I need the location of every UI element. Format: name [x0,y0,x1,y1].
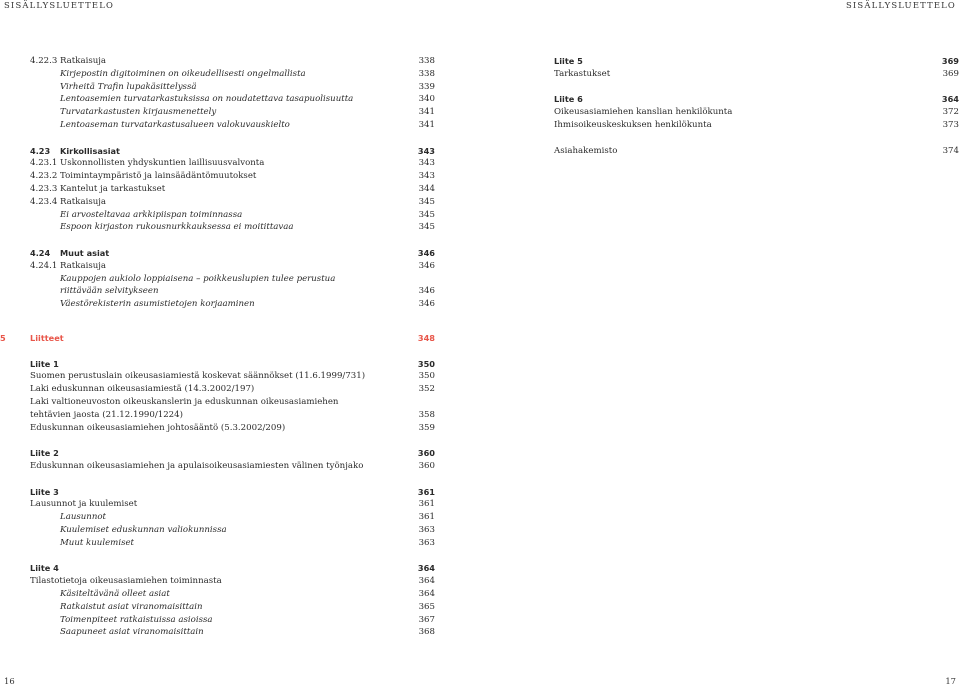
entry-page: 374 [942,145,959,156]
toc-entry[interactable] [30,370,435,383]
entry-number: 4.23.4 [30,196,58,207]
toc-entry[interactable] [30,524,435,537]
entry-page: 345 [418,222,435,233]
toc-entry[interactable] [30,196,435,209]
chapter-title: Liitteet [30,333,64,343]
running-header-left: SISÄLLYSLUETTELO [4,0,115,10]
toc-entry[interactable] [30,260,435,273]
spacer [30,550,435,563]
entry-page: 346 [417,247,435,258]
entry-page: 350 [418,371,435,382]
entry-page: 364 [417,563,435,574]
entry-page: 344 [418,183,435,194]
chapter-number: 5 [0,333,6,343]
entry-title: Ratkaisuja [60,196,107,207]
toc-entry[interactable] [30,106,435,119]
entry-page: 364 [941,94,959,105]
toc-entry[interactable] [30,273,435,286]
entry-title: Liite 6 [554,94,583,105]
toc-entry[interactable] [30,358,435,371]
toc-entry[interactable] [30,81,435,94]
spacer [30,473,435,486]
entry-title: Asiahakemisto [554,145,618,156]
toc-entry[interactable] [30,157,435,170]
toc-entry[interactable] [30,396,435,409]
entry-title: Lentoasemien turvatarkastuksissa on noudatettava tasapuolisuutta [60,94,354,105]
toc-entry[interactable] [30,537,435,550]
entry-title: Väestörekisterin asumistietojen korjaaminen [60,299,255,310]
entry-page: 345 [418,196,435,207]
toc-entry[interactable] [30,409,435,422]
spacer [554,81,959,94]
entry-title: Turvatarkastusten kirjausmenettely [60,107,217,118]
toc-entry[interactable] [30,422,435,435]
entry-title: Toimintaympäristö ja lainsäädäntömuutokset [60,171,257,182]
toc-left-column [30,55,435,311]
toc-entry[interactable] [30,460,435,473]
entry-title: Käsiteltävänä olleet asiat [60,588,170,599]
entry-page: 338 [418,56,435,66]
entry-title: Tilastotietoja oikeusasiamiehen toiminnasta [30,576,222,587]
toc-entry[interactable] [30,55,435,68]
entry-title: Ihmisoikeuskeskuksen henkilökunta [554,119,712,130]
entry-number: 4.22.3 [30,56,58,66]
entry-title: Laki eduskunnan oikeusasiamiestä (14.3.2002/197) [30,384,255,395]
entry-page: 365 [418,601,435,612]
entry-page: 339 [418,81,435,92]
spacer [30,434,435,447]
entry-page: 363 [418,537,435,548]
entry-number: 4.23.2 [30,171,58,182]
entry-title: Liite 5 [554,56,583,66]
entry-page: 361 [418,512,435,523]
entry-title: Espoon kirjaston rukousnurkkauksessa ei moitittavaa [60,222,294,233]
entry-title: Kuulemiset eduskunnan valiokunnissa [60,524,227,535]
entry-title: Oikeusasiamiehen kanslian henkilökunta [554,107,733,118]
entry-title: Liite 3 [30,486,59,497]
entry-page: 343 [418,171,435,182]
entry-title: Eduskunnan oikeusasiamiehen johtosääntö (5.3.2002/209) [30,422,286,433]
entry-title: riittävään selvitykseen [60,286,159,297]
chapter-5-heading[interactable] [0,332,435,345]
entry-title: Muut asiat [60,247,110,258]
toc-entry[interactable] [30,498,435,511]
entry-title: Kantelut ja tarkastukset [60,183,166,194]
entry-number: 4.23 [30,145,51,156]
entry-page: 369 [942,68,959,79]
chapter-5-block [0,332,435,639]
entry-page: 364 [418,576,435,587]
entry-page: 373 [942,119,959,130]
entry-title: Kirkollisasiat [60,145,120,156]
entry-page: 346 [418,260,435,271]
entry-title: Liite 2 [30,448,59,459]
toc-entry[interactable] [30,145,435,158]
entry-page: 341 [418,107,435,118]
entry-number: 4.23.1 [30,158,58,169]
entry-page: 341 [418,119,435,130]
toc-entry[interactable] [30,447,435,460]
spacer [30,234,435,247]
entry-title: Liite 4 [30,563,59,574]
entry-title: tehtävien jaosta (21.12.1990/1224) [30,409,183,420]
spacer [30,132,435,145]
entry-page: 343 [418,158,435,169]
entry-title: Uskonnollisten yhdyskuntien laillisuusvalvonta [60,158,265,169]
toc-entry[interactable] [30,93,435,106]
entry-page: 363 [418,524,435,535]
toc-entry[interactable] [30,588,435,601]
entry-page: 358 [418,409,435,420]
toc-entry[interactable] [30,486,435,499]
entry-page: 345 [418,209,435,220]
toc-entry[interactable] [30,575,435,588]
entry-page: 361 [418,499,435,510]
toc-entry[interactable] [554,119,959,132]
toc-entry[interactable] [554,106,959,119]
toc-entry[interactable] [30,170,435,183]
spacer [554,132,959,145]
entry-title: Kauppojen aukiolo loppiaisena – poikkeuslupien tulee perustua [60,273,336,284]
toc-entry[interactable] [30,383,435,396]
toc-entry[interactable] [30,247,435,260]
entry-title: Toimenpiteet ratkaistuissa asioissa [60,614,213,625]
entry-title: Ratkaistut asiat viranomaisittain [60,601,203,612]
entry-page: 346 [418,286,435,297]
entry-title: Ei arvosteltavaa arkkipiispan toiminnassa [60,209,243,220]
chapter-page: 348 [417,333,435,343]
toc-entry[interactable] [554,68,959,81]
toc-entry[interactable] [554,55,959,68]
entry-title: Tarkastukset [554,68,611,79]
entry-title: Ratkaisuja [60,260,107,271]
entry-page: 350 [417,358,435,369]
toc-entry[interactable] [30,285,435,298]
toc-entry[interactable] [30,221,435,234]
entry-page: 359 [418,422,435,433]
toc-entry[interactable] [30,626,435,639]
entry-page: 361 [417,486,435,497]
entry-title: Eduskunnan oikeusasiamiehen ja apulaisoikeusasiamiesten välinen työnjako [30,460,364,471]
entry-page: 360 [418,460,435,471]
toc-right-column [554,55,959,157]
spacer [30,345,435,358]
entry-page: 340 [418,94,435,105]
entry-number: 4.23.3 [30,183,58,194]
toc-entry[interactable] [30,562,435,575]
running-header-right: SISÄLLYSLUETTELO [845,0,956,10]
entry-page: 369 [941,56,959,66]
toc-entry[interactable] [554,93,959,106]
appendix-list [0,345,435,639]
page-number-right: 17 [945,676,956,686]
entry-number: 4.24 [30,247,51,258]
toc-entry[interactable] [30,119,435,132]
entry-title: Liite 1 [30,358,59,369]
toc-entry[interactable] [30,209,435,222]
entry-title: Lausunnot ja kuulemiset [30,499,138,510]
entry-page: 346 [418,299,435,310]
entry-page: 364 [418,588,435,599]
entry-title: Suomen perustuslain oikeusasiamiestä koskevat säännökset (11.6.1999/731) [30,371,366,382]
toc-entry[interactable] [30,298,435,311]
entry-title: Lentoaseman turvatarkastusalueen valokuvauskielto [60,119,290,130]
entry-page: 372 [942,107,959,118]
entry-page: 338 [418,68,435,79]
entry-title: Virheitä Trafin lupakäsittelyssä [60,81,197,92]
entry-page: 368 [418,627,435,638]
entry-number: 4.24.1 [30,260,58,271]
entry-title: Kirjepostin digitoiminen on oikeudellisesti ongelmallista [60,68,306,79]
entry-title: Laki valtioneuvoston oikeuskanslerin ja eduskunnan oikeusasiamiehen [30,396,339,407]
entry-page: 343 [417,145,435,156]
toc-entry[interactable] [30,183,435,196]
entry-page: 367 [418,614,435,625]
toc-entry[interactable] [30,511,435,524]
page-number-left: 16 [4,676,15,686]
toc-entry[interactable] [554,145,959,158]
entry-title: Lausunnot [60,512,107,523]
entry-title: Muut kuulemiset [60,537,135,548]
toc-entry[interactable] [30,614,435,627]
toc-entry[interactable] [30,601,435,614]
entry-title: Ratkaisuja [60,56,107,66]
toc-entry[interactable] [30,68,435,81]
entry-title: Saapuneet asiat viranomaisittain [60,627,204,638]
entry-page: 360 [417,448,435,459]
entry-page: 352 [418,384,435,395]
